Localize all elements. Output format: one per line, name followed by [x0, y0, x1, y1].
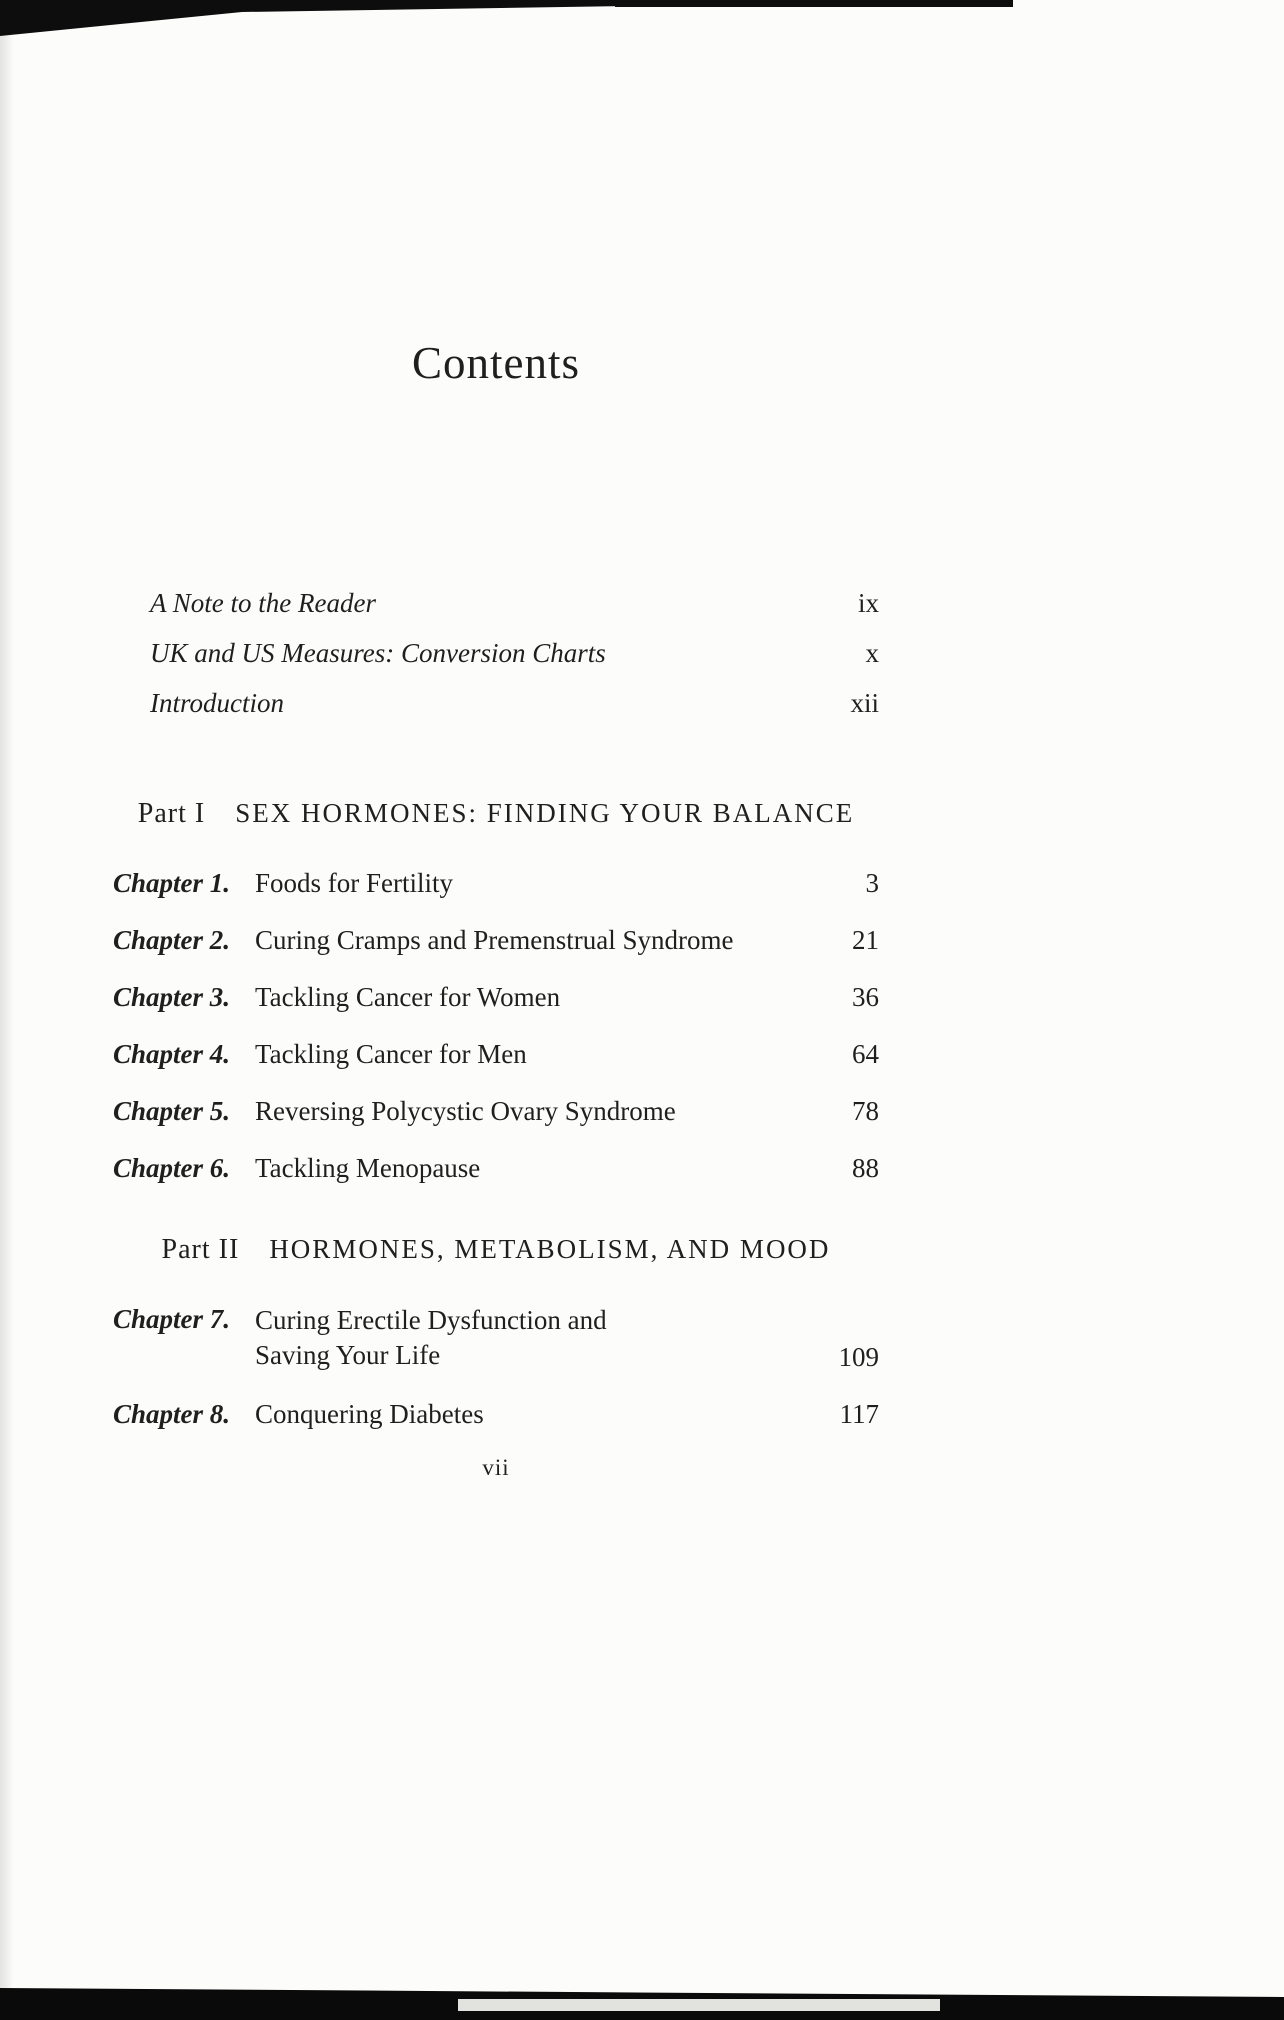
chapter-page-number: 21: [852, 925, 879, 955]
chapter-row: [113, 1303, 879, 1373]
chapter-row: [113, 867, 879, 899]
chapter-title: [255, 1303, 827, 1373]
chapter-page-number: 3: [865, 868, 879, 898]
chapter-row: [113, 924, 879, 956]
chapter-title-line-1: Curing Erectile Dysfunction and: [255, 1305, 607, 1335]
chapter-number: Chapter 8.: [113, 1399, 231, 1429]
front-matter-page-number: xii: [850, 688, 879, 718]
chapter-row: [113, 1095, 879, 1127]
front-matter-label: UK and US Measures: Conversion Charts: [150, 638, 606, 668]
chapter-number: Chapter 2.: [113, 925, 231, 955]
part-label: Part II: [161, 1234, 240, 1265]
chapter-row: [113, 1152, 879, 1184]
chapter-number: Chapter 4.: [113, 1039, 231, 1069]
front-matter-label: Introduction: [150, 688, 284, 718]
chapter-page-number: 109: [838, 1342, 879, 1372]
chapter-row: [113, 981, 879, 1013]
chapter-title: Tackling Cancer for Men: [255, 1039, 527, 1069]
part-heading: [113, 1232, 879, 1267]
part-label: Part I: [137, 798, 206, 829]
chapter-number: Chapter 7.: [113, 1304, 231, 1334]
front-matter-page-number: ix: [857, 588, 879, 618]
chapter-number: Chapter 6.: [113, 1153, 231, 1183]
part-heading: [113, 796, 879, 831]
chapter-number: Chapter 1.: [113, 868, 231, 898]
front-matter-page-number: x: [865, 638, 879, 668]
front-matter-list: [113, 588, 879, 719]
front-matter-label: A Note to the Reader: [150, 588, 376, 618]
chapter-row: [113, 1398, 879, 1430]
contents-column: [113, 0, 879, 1481]
chapter-number: Chapter 3.: [113, 982, 231, 1012]
page-title: Contents: [411, 338, 580, 388]
chapter-title: Foods for Fertility: [255, 868, 454, 898]
chapter-page-number: 88: [852, 1153, 879, 1183]
page-edge-shadow: [0, 0, 14, 2020]
chapter-title-line-2: Saving Your Life: [255, 1340, 441, 1370]
footer-page-number: vii: [482, 1455, 510, 1480]
chapter-title: Tackling Menopause: [255, 1153, 481, 1183]
chapter-row: [113, 1038, 879, 1070]
chapter-title: Curing Cramps and Premenstrual Syndrome: [255, 925, 734, 955]
chapter-page-number: 36: [852, 982, 879, 1012]
front-matter-entry: [150, 588, 879, 619]
chapter-number: Chapter 5.: [113, 1096, 231, 1126]
chapter-list: [113, 1303, 879, 1430]
chapter-page-number: 64: [852, 1039, 879, 1069]
front-matter-entry: [150, 688, 879, 719]
chapter-title: Tackling Cancer for Women: [255, 982, 561, 1012]
front-matter-entry: [150, 638, 879, 669]
part-title: SEX HORMONES: FINDING YOUR BALANCE: [235, 798, 855, 828]
chapter-title: Conquering Diabetes: [255, 1399, 484, 1429]
chapter-list: [113, 867, 879, 1184]
chapter-page-number: 78: [852, 1096, 879, 1126]
part-title: HORMONES, METABOLISM, AND MOOD: [269, 1234, 831, 1264]
chapter-title: Reversing Polycystic Ovary Syndrome: [255, 1096, 676, 1126]
scan-artifact-bottom: [0, 1980, 1284, 2020]
chapter-page-number: 117: [839, 1399, 879, 1429]
